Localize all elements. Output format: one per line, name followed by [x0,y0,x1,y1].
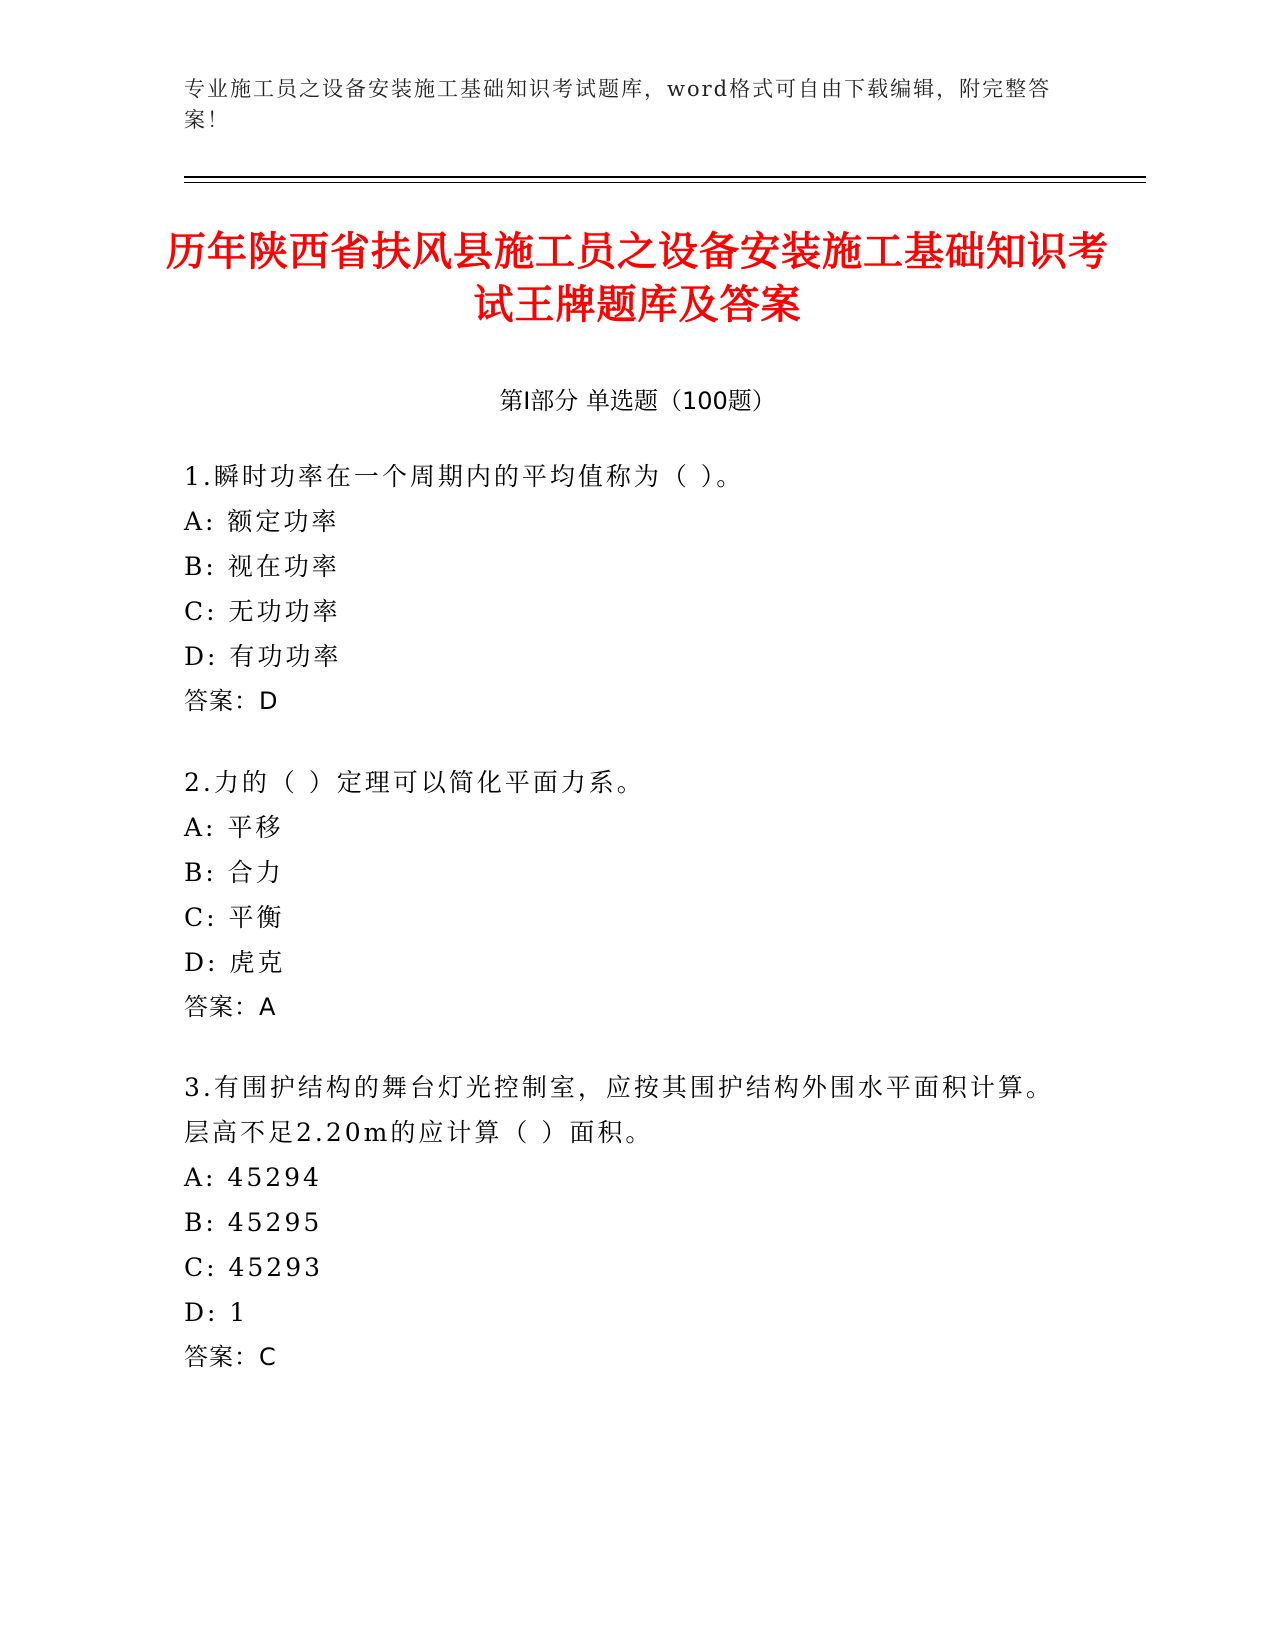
question-stem: 3.有围护结构的舞台灯光控制室，应按其围护结构外围水平面积计算。层高不足2.20m的应计算（ ）面积。 [184,1073,1054,1147]
option-c: C: 平衡 [184,903,285,932]
option-d: D: 虎克 [184,948,286,977]
header-divider-thin [184,182,1146,183]
document-title: 历年陕西省扶风县施工员之设备安装施工基础知识考试王牌题库及答案 [166,229,1109,328]
answer-line: 答案：C [184,1343,277,1371]
question-3 [184,1065,1064,1380]
option-b: B: 合力 [184,858,284,887]
answer-line: 答案：A [184,993,277,1021]
option-a: A: 45294 [184,1163,322,1192]
header-divider-thick [184,176,1146,178]
question-stem: 2.力的（ ）定理可以简化平面力系。 [184,768,645,797]
option-a: A: 平移 [184,813,284,842]
option-d: D: 有功功率 [184,642,342,671]
header-note: 专业施工员之设备安装施工基础知识考试题库，word格式可自由下载编辑，附完整答案！ [184,77,1052,132]
answer-line: 答案：D [184,687,279,715]
option-a: A: 额定功率 [184,507,340,536]
question-stem: 1.瞬时功率在一个周期内的平均值称为（ ）。 [184,462,745,491]
option-b: B: 45295 [184,1208,323,1237]
section-heading: 第I部分 单选题（100题） [499,387,776,415]
option-b: B: 视在功率 [184,552,340,581]
question-1 [184,454,1064,724]
option-d: D: 1 [184,1298,249,1327]
option-c: C: 45293 [184,1253,324,1282]
question-2 [184,760,1064,1030]
option-c: C: 无功功率 [184,597,341,626]
